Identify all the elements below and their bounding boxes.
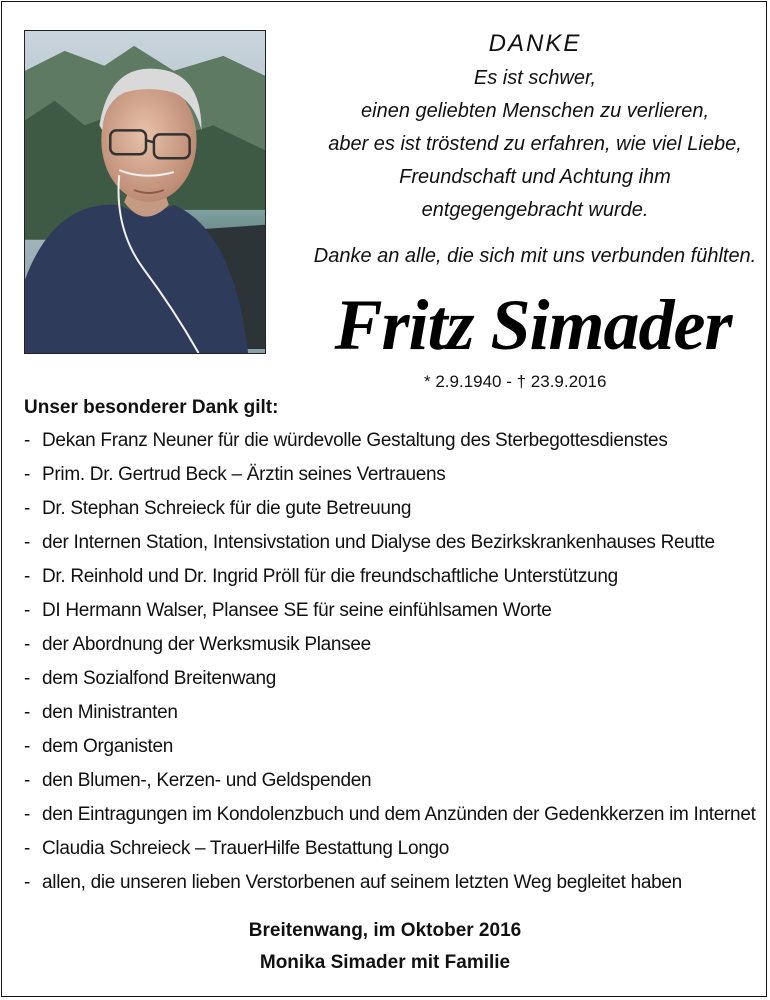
verse-line: aber es ist tröstend zu erfahren, wie viel Liebe, [328,133,742,155]
life-dates: * 2.9.1940 - † 23.9.2016 [424,372,607,391]
list-marker: - [24,804,31,825]
list-marker: - [24,634,31,655]
list-item-text: Dr. Reinhold und Dr. Ingrid Pröll für die freundschaftliche Unterstützung [42,566,618,587]
list-item [24,798,756,832]
verse-line: entgegengebracht wurde. [421,199,649,221]
list-item-text: DI Hermann Walser, Plansee SE für seine einfühlsamen Worte [42,600,552,621]
list-marker: - [24,736,31,757]
list-item [24,866,756,900]
list-item [24,764,756,798]
list-marker: - [24,770,31,791]
list-marker: - [24,872,31,893]
memorial-verse [300,62,770,227]
list-item [24,526,756,560]
list-item-text: Dekan Franz Neuner für die würdevolle Gestaltung des Sterbegottesdienstes [42,430,668,451]
list-marker: - [24,566,31,587]
list-item [24,560,756,594]
verse-line: Freundschaft und Achtung ihm [399,166,671,188]
list-item [24,628,756,662]
list-item [24,730,756,764]
list-item-text: der Internen Station, Intensivstation und Dialyse des Bezirkskrankenhauses Reutte [42,532,715,553]
list-item-text: Dr. Stephan Schreieck für die gute Betreuung [42,498,412,519]
list-marker: - [24,498,31,519]
list-item-text: allen, die unseren lieben Verstorbenen auf seinem letzten Weg begleitet haben [42,872,682,893]
list-item-text: Claudia Schreieck – TrauerHilfe Bestattung Longo [42,838,450,859]
portrait-photo [24,30,266,354]
list-item [24,594,756,628]
list-item-text: Prim. Dr. Gertrud Beck – Ärztin seines Vertrauens [42,464,446,485]
signed-by: Monika Simader mit Familie [259,952,511,973]
list-item-text: dem Organisten [42,736,173,757]
list-marker: - [24,600,31,621]
place-date: Breitenwang, im Oktober 2016 [248,920,522,941]
list-item [24,492,756,526]
danke-heading: DANKE [488,30,582,57]
list-item [24,458,756,492]
list-item-text: den Blumen-, Kerzen- und Geldspenden [42,770,372,791]
list-item-text: den Eintragungen im Kondolenzbuch und dem Anzünden der Gedenkkerzen im Internet [42,804,756,825]
list-item-text: der Abordnung der Werksmusik Plansee [42,634,371,655]
list-item [24,424,756,458]
signature-block [0,915,770,979]
verse-line: einen geliebten Menschen zu verlieren, [361,100,709,122]
list-item [24,832,756,866]
list-marker: - [24,668,31,689]
special-thanks-list [24,424,756,900]
special-thanks-heading: Unser besonderer Dank gilt: [24,397,279,418]
list-marker: - [24,838,31,859]
verse-line: Es ist schwer, [473,67,597,89]
deceased-name: Fritz Simader [334,285,732,365]
list-marker: - [24,464,31,485]
list-item [24,696,756,730]
list-item-text: dem Sozialfond Breitenwang [42,668,277,689]
list-item-text: den Ministranten [42,702,178,723]
list-item [24,662,756,696]
list-marker: - [24,702,31,723]
list-marker: - [24,430,31,451]
portrait-image [25,31,265,353]
list-marker: - [24,532,31,553]
thanks-all-line: Danke an alle, die sich mit uns verbunden fühlten. [313,245,757,267]
